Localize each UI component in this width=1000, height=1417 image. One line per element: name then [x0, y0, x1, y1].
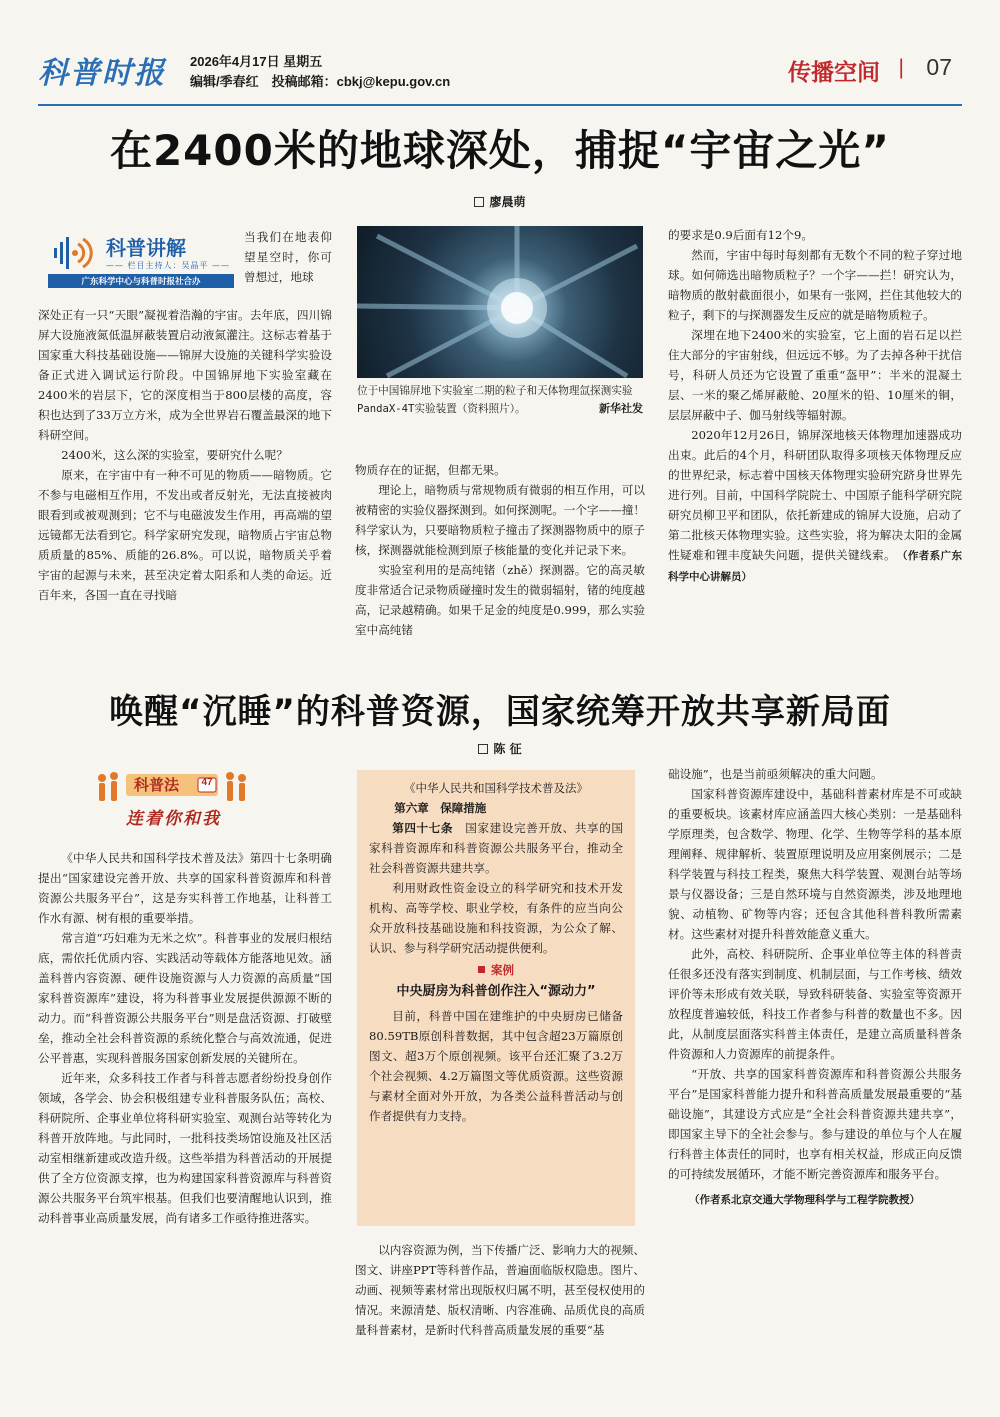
article1-column-3 — [668, 225, 962, 587]
paragraph: 2020年12月26日，锦屏深地核天体物理加速器成功出束。此后的4个月，科研团队取得多项核天体物理反应的世界纪录，标志着中国核天体物理实验研究跻身世界先进行列。目前，中国科学院院士、中国原子能科学研究院研究员柳卫平和团队，依托新建成的锦屏大设施，启动了第二批核天体物理实验。这些实验，将为解决太阳的金属性疑难和锂丰度缺失问题，提供关键线索。 （作者系广东科学中心讲解员） — [668, 428, 962, 583]
paragraph: 国家科普资源库建设中，基础科普素材库是不可或缺的重要板块。该素材库应涵盖四大核心类别：一是基础科学原理类，包含数学、物理、化学、生物等学科的基本原理阐释、规律解析、装置原理说明及应用案例展示；二是科学装置与科技工程类，聚焦大科学装置、观测台站等场景与仪器设备；三是自然环境与自然资源类，涉及地理地貌、动植物、矿物等内容；还包含其他科普科教所需素材。这些素材对提升科普效能意义重大。 — [668, 787, 962, 941]
article2-column-2 — [355, 1240, 645, 1340]
paragraph: 理论上，暗物质与常规物质有微弱的相互作用，可以被精密的实验仪器探测到。如何探测呢。一个字——撞！科学家认为，只要暗物质粒子撞击了探测器物质中的原子核，探测器就能检测到原子核能量的变化并记录下来。 — [355, 483, 645, 557]
detector-illustration — [357, 226, 643, 378]
paragraph: 常言道“巧妇难为无米之炊”。科普事业的发展归根结底，需依托优质内容、实践活动等载体方能落地见效。涵盖科普内容资源、硬件设施资源与人力资源的高质量“国家科普资源库”建设，将为科普事业发展提供源源不断的动力。而“科普资源公共服务平台”则是盘活资源、打破壁垒，推动全社会科普资源的系统化整合与高效流通，促进公平普惠，实现科普服务国家创新发展的关键所在。 — [38, 931, 332, 1065]
section-name: 传播空间 — [788, 59, 880, 85]
article2-column-3 — [668, 764, 962, 1210]
article1-photo-caption: 位于中国锦屏地下实验室二期的粒子和天体物理氙探测实验PandaX-4T实验装置（资料照片）。 新华社发 — [357, 382, 643, 418]
law-logo-line2: 连着你和我 — [126, 809, 221, 829]
column-logo-bar: 广东科学中心与科普时报社合办 — [48, 274, 234, 288]
newspaper-logo: 科普时报 — [38, 56, 166, 91]
article2-headline: 唤醒“沉睡”的科普资源，国家统筹开放共享新局面 — [109, 692, 891, 732]
paragraph: 深处正有一只“天眼”凝视着浩瀚的宇宙。去年底，四川锦屏大设施液氮低温屏蔽装置启动液氮灌注。这标志着基于国家重大科技基础设施——锦屏大设施的关键科学实验设备正式进入调试运行阶段。中国锦屏地下实验室藏在2400米的岩层下，它的深度相当于800层楼的高度，容积也达到了33万立方米，成为全世界岩石覆盖最深的地下科研空间。 — [38, 308, 332, 442]
paragraph: 近年来，众多科技工作者与科普志愿者纷纷投身创作领域，各学会、协会积极组建专业科普服务队伍；高校、科研院所、企事业单位将科研实验室、观测台站等转化为科普开放阵地。与此同时，一批科技类场馆设施及社区活动室相继新建或改造升级。这些举措为科普活动的开展提供了全方位资源支撑，也为构建国家科普资源库与科普资源公共服务平台筑牢根基。但我们也要清醒地认识到，推动科普事业高质量发展，尚有诸多工作亟待推进落实。 — [38, 1071, 332, 1225]
column-logo-subtitle: —— 栏目主持人：吴晶平 —— — [106, 261, 231, 270]
paragraph: 实验室利用的是高纯锗（zhě）探测器。它的高灵敏度非常适合记录物质碰撞时发生的微弱辐射，锗的纯度越高，记录越精确。如果千足金的纯度是0.999，那么实验室中高纯锗 — [355, 563, 645, 637]
paragraph: 2400米，这么深的实验室，要研究什么呢？ — [61, 448, 288, 462]
photo-credit: 新华社发 — [599, 402, 643, 415]
article2-column-1 — [38, 848, 332, 1228]
law-logo-line1: 科普法 — [134, 776, 180, 794]
issue-date: 2026年4月17日 星期五 — [190, 54, 323, 69]
article1-photo — [357, 226, 643, 378]
paragraph: 的要求是0.9后面有12个9。 — [668, 228, 813, 242]
science-law-logo — [92, 770, 252, 832]
paragraph: 《中华人民共和国科学技术普及法》第四十七条明确提出“国家建设完善开放、共享的国家科普资源库和科普资源公共服务平台”，这是夯实科普工作地基，让科普工作水有源、树有根的重要举措。 — [38, 851, 332, 925]
byline-box-icon — [474, 197, 484, 207]
paragraph: 础设施”，也是当前亟须解决的重大问题。 — [668, 767, 883, 781]
paragraph: 深埋在地下2400米的实验室，它上面的岩石足以拦住大部分的宇宙射线，但远远不够。为了去掉各种干扰信号，科研人员还为它设置了重重“盔甲”：半米的混凝土层、一米的聚乙烯屏蔽舱、20厘米的铅、10厘米的铜，层层屏蔽中子、伽马射线等辐射源。 — [668, 328, 962, 422]
paragraph: 原来，在宇宙中有一种不可见的物质——暗物质。它不参与电磁相互作用，不发出或者反射光，无法直接被肉眼看到或被观测到；它不与电磁波发生作用，再高端的望远镜都无法看到它。科学家研究发现，暗物质占宇宙总物质质量的85%、质能的26.8%。可以说，暗物质关乎着宇宙的起源与未来，甚至决定着太阳系和人类的命运。近百年来，各国一直在寻找暗 — [38, 468, 332, 602]
page-number: 07 — [926, 54, 952, 80]
article1-headline: 在2400米的地球深处，捕捉“宇宙之光” — [109, 126, 891, 175]
paragraph: “开放、共享的国家科普资源库和科普资源公共服务平台”是国家科普能力提升和科普高质量发展最重要的“基础设施”，其建设方式应是“全社会科普资源共建共享”，即国家主导下的全社会参与。参与建设的单位与个人在履行科普主体责任的同时，也享有相关权益，形成正向反馈的可持续发展循环，才能不断完善资源库和服务平台。 — [668, 1067, 962, 1181]
paragraph: 以内容资源为例，当下传播广泛、影响力大的视频、图文、讲座PPT等科普作品，普遍面临版权隐患。图片、动画、视频等素材常出现版权归属不明，甚至侵权使用的情况。来源清楚、版权清晰、内容准确、品质优良的高质量科普素材，是新时代科普高质量发展的重要“基 — [355, 1243, 645, 1337]
article1-byline: 廖晨萌 — [0, 193, 1000, 210]
section-separator: | — [898, 56, 904, 79]
law-logo-badge: 47 — [201, 777, 213, 788]
column-logo — [48, 230, 234, 292]
sidebar-case-label: 案例 — [369, 960, 623, 980]
law-sidebar — [357, 770, 635, 1226]
paragraph: 然而，宇宙中每时每刻都有无数个不同的粒子穿过地球。如何筛选出暗物质粒子？一个字——拦！研究认为，暗物质的散射截面很小，如果有一张网，拦住其他较大的粒子，剩下的与探测器发生反应的就是暗物质粒子。 — [668, 248, 962, 322]
byline-box-icon — [478, 744, 488, 754]
masthead-info — [190, 52, 450, 92]
editor-line: 编辑/季春红 投稿邮箱：cbkj@kepu.gov.cn — [190, 74, 451, 89]
article2-byline: 陈 征 — [0, 740, 1000, 757]
article1-col1-top: 当我们在地表仰望星空时，你可曾想过，地球 — [244, 230, 332, 284]
sidebar-title: 《中华人民共和国科学技术普及法》 — [404, 781, 588, 795]
masthead-rule — [38, 104, 962, 106]
sidebar-case-text: 目前，科普中国在建维护的中央厨房已储备80.59TB原创科普数据，其中包含超23万篇原创图文、超3万个原创视频。该平台还汇聚了3.2万个社会视频、4.2万篇图文等优质资源。这些资源与素材全面对外开放，为各类公益科普活动与创作者提供有力支持。 — [369, 1009, 623, 1123]
paragraph: 此外，高校、科研院所、企事业单位等主体的科普责任很多还没有落实到制度、机制层面，与工作考核、绩效评价等未形成有效关联，导致科研装备、实验室等资源开放程度普遍较低，科技工作者参与科普的数量也不多。因此，从制度层面落实科普主体责任，是建立高质量科普条件资源和人力资源库的前提条件。 — [668, 947, 962, 1061]
sound-wave-icon — [52, 234, 98, 272]
sidebar-paragraph: 利用财政性资金设立的科学研究和技术开发机构、高等学校、职业学校，有条件的应当向公众开放科技基础设施和科技资源，为公众了解、认识、参与科学研究活动提供便利。 — [369, 881, 623, 955]
sidebar-article: 第四十七条 国家建设完善开放、共享的国家科普资源库和科普资源公共服务平台，推动全社会科普资源共建共享。 — [369, 821, 623, 875]
sidebar-case-title: 中央厨房为科普创作注入“源动力” — [396, 984, 596, 999]
sidebar-chapter: 第六章 保障措施 — [394, 801, 487, 815]
article1-author-note: （作者系广东科学中心讲解员） — [668, 550, 962, 583]
column-logo-title: 科普讲解 — [106, 236, 186, 260]
paragraph: 物质存在的证据，但都无果。 — [355, 463, 506, 477]
article2-author-note: （作者系北京交通大学物理科学与工程学院教授） — [689, 1194, 920, 1206]
article1-column-1 — [38, 305, 332, 605]
article1-column-2 — [355, 460, 645, 640]
masthead — [38, 44, 962, 102]
square-bullet-icon — [478, 966, 485, 973]
